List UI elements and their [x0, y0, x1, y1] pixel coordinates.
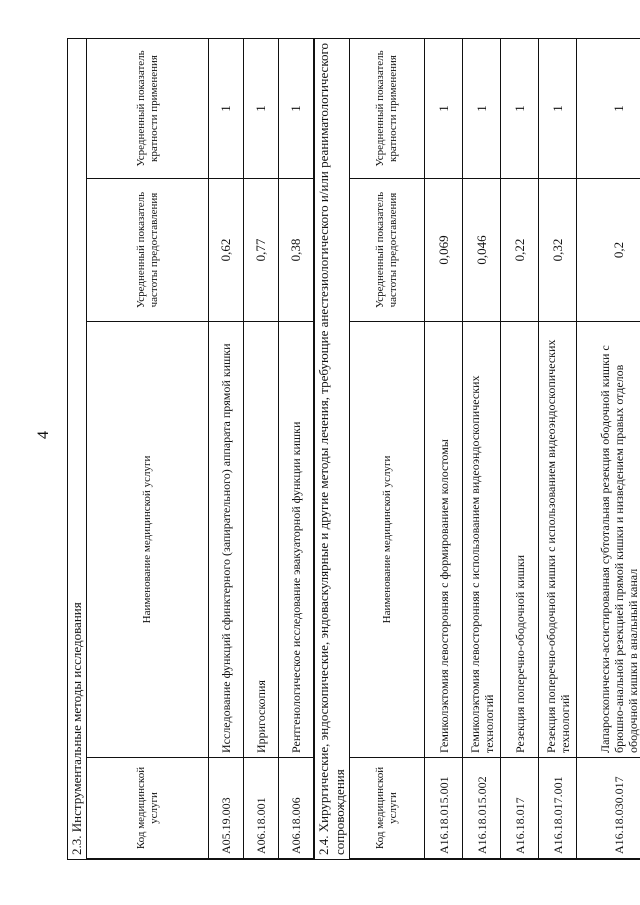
- service-frequency: 0,2: [577, 179, 640, 322]
- rotated-page-content: [67, 40, 640, 860]
- service-multiplicity: 1: [244, 39, 279, 179]
- table-row: [501, 39, 539, 859]
- header-code: Код медицинской услуги: [87, 758, 209, 859]
- page-number: 4: [35, 431, 52, 439]
- services-table: [86, 38, 314, 859]
- service-code: A06.18.001: [244, 758, 279, 859]
- table-row: [463, 39, 501, 859]
- section-surgical-methods: [314, 38, 640, 860]
- table-row: [577, 39, 640, 859]
- service-code: A06.18.006: [279, 758, 314, 859]
- table-row: [539, 39, 577, 859]
- service-code: A16.18.015.002: [463, 758, 501, 859]
- service-multiplicity: 1: [463, 39, 501, 179]
- service-frequency: 0,069: [425, 179, 463, 322]
- section-title: 2.4. Хирургические, эндоскопические, эндоваскулярные и другие методы лечения, требующие анестезиологического и/или реаниматологического сопровождения: [316, 43, 347, 855]
- service-frequency: 0,22: [501, 179, 539, 322]
- service-code: A16.18.017: [501, 758, 539, 859]
- header-code: Код медицинской услуги: [350, 758, 425, 859]
- service-name: Гемиколэктомия левосторонняя с использованием видеоэндоскопических технологий: [463, 322, 501, 758]
- service-code: A05.19.003: [209, 758, 244, 859]
- service-frequency: 0,77: [244, 179, 279, 322]
- header-frequency: Усредненный показатель частоты предоставления: [87, 179, 209, 322]
- services-table: [349, 38, 640, 859]
- section-title: 2.3. Инструментальные методы исследования: [69, 602, 84, 855]
- service-frequency: 0,38: [279, 179, 314, 322]
- service-multiplicity: 1: [279, 39, 314, 179]
- service-multiplicity: 1: [539, 39, 577, 179]
- service-multiplicity: 1: [577, 39, 640, 179]
- header-frequency: Усредненный показатель частоты предоставления: [350, 179, 425, 322]
- header-multiplicity: Усредненный показатель кратности применения: [350, 39, 425, 179]
- table-row: [279, 39, 314, 859]
- section-instrumental-methods: [67, 38, 315, 860]
- service-name: Ирригоскопия: [244, 322, 279, 758]
- service-name: Резекция поперечно-ободочной кишки с использованием видеоэндоскопических технологий: [539, 322, 577, 758]
- header-multiplicity: Усредненный показатель кратности применения: [87, 39, 209, 179]
- header-name: Наименование медицинской услуги: [350, 322, 425, 758]
- table-header-row: [350, 39, 425, 859]
- service-name: Исследование функций сфинктерного (запирательного) аппарата прямой кишки: [209, 322, 244, 758]
- service-frequency: 0,62: [209, 179, 244, 322]
- service-code: A16.18.017.001: [539, 758, 577, 859]
- table-row: [244, 39, 279, 859]
- service-name: Резекция поперечно-ободочной кишки: [501, 322, 539, 758]
- service-multiplicity: 1: [425, 39, 463, 179]
- service-frequency: 0,046: [463, 179, 501, 322]
- service-code: A16.18.015.001: [425, 758, 463, 859]
- service-multiplicity: 1: [501, 39, 539, 179]
- service-name: Лапароскопически-ассистированная субтотальная резекция ободочной кишки с брюшно-анальной резекцией прямой кишки и низведением правых отделов ободочной кишки в анальный канал: [577, 322, 640, 758]
- service-name: Гемиколэктомия левосторонняя с формированием колостомы: [425, 322, 463, 758]
- table-row: [209, 39, 244, 859]
- table-row: [425, 39, 463, 859]
- service-multiplicity: 1: [209, 39, 244, 179]
- table-header-row: [87, 39, 209, 859]
- service-code: A16.18.030.017: [577, 758, 640, 859]
- service-name: Рентгенологическое исследование эвакуаторной функции кишки: [279, 322, 314, 758]
- service-frequency: 0,32: [539, 179, 577, 322]
- header-name: Наименование медицинской услуги: [87, 322, 209, 758]
